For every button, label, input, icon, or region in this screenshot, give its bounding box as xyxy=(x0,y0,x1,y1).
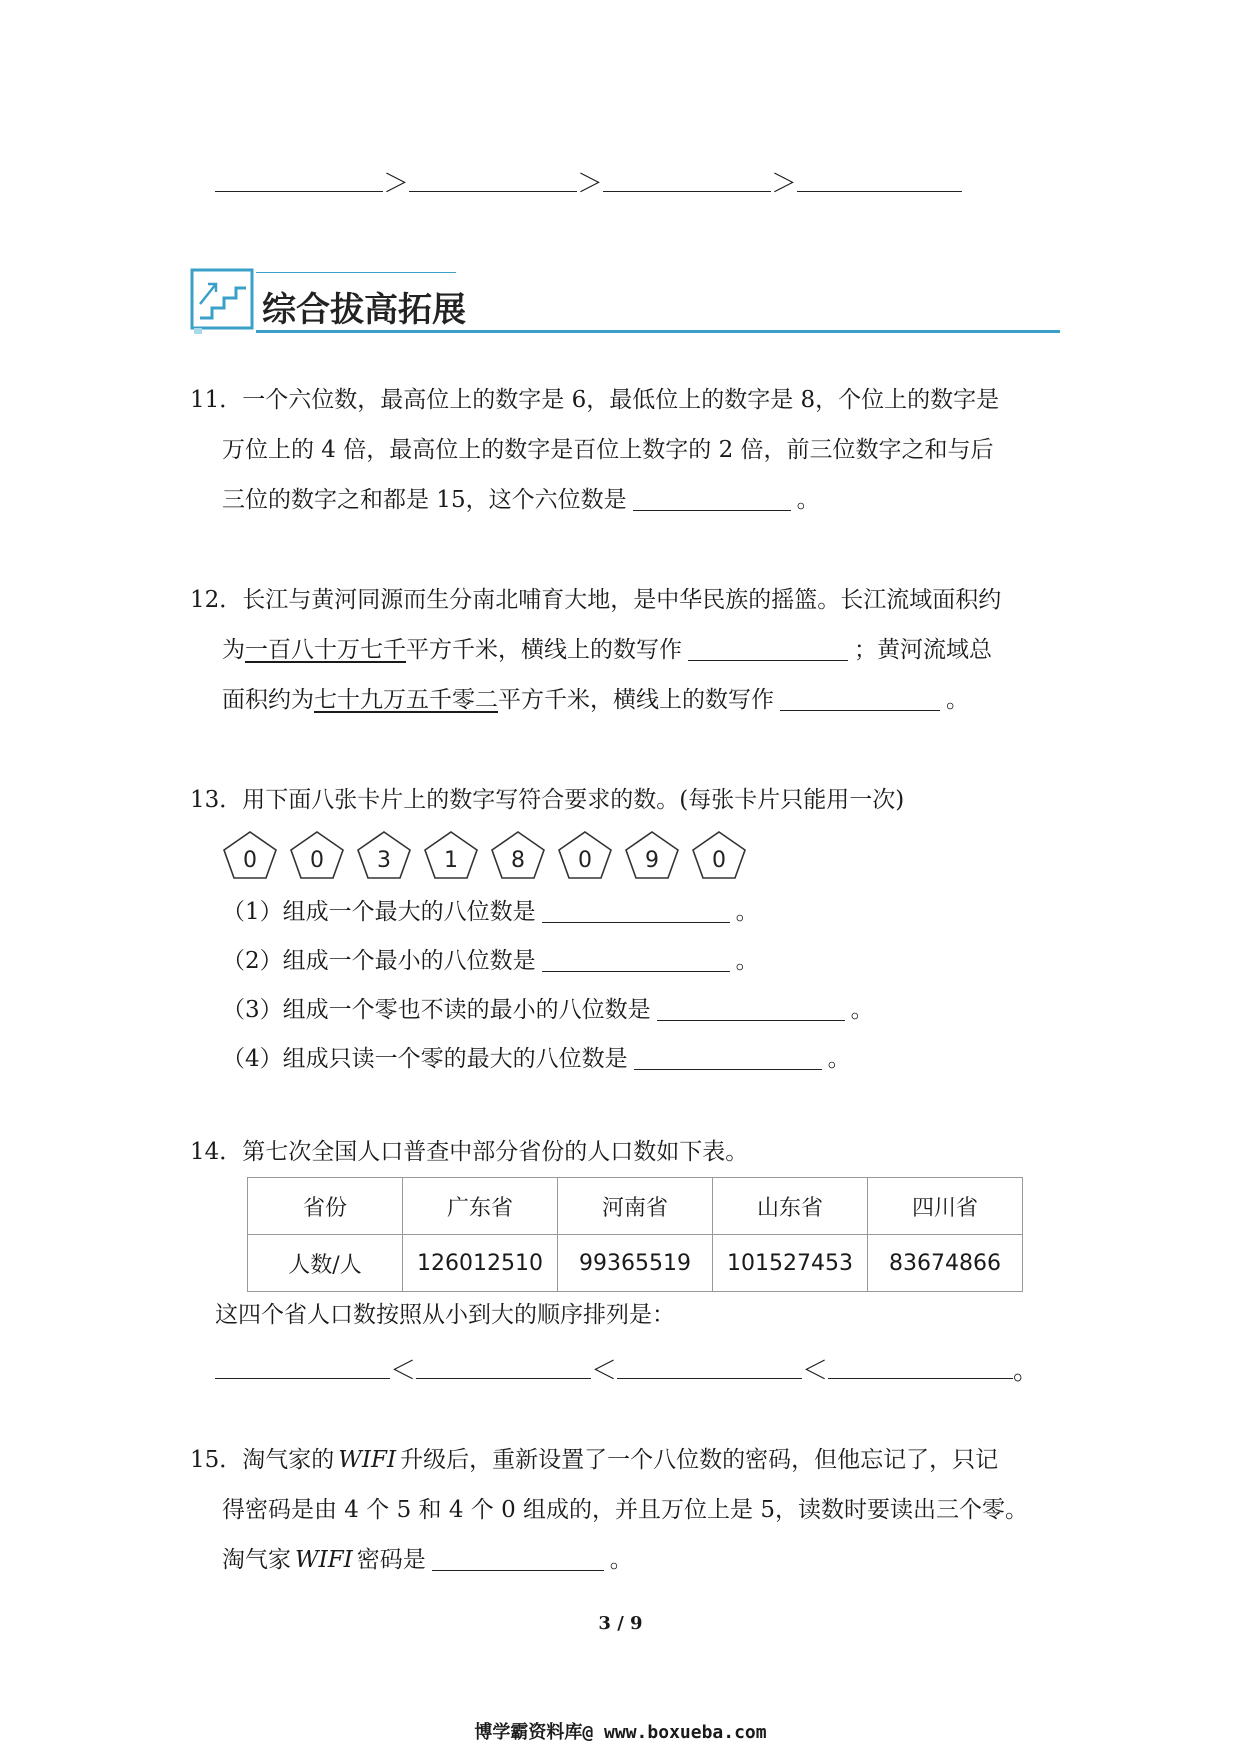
wifi-term: WIFI xyxy=(295,1547,353,1573)
pentagon-card xyxy=(490,830,546,880)
section-rule xyxy=(256,330,1060,333)
q14-prompt: 这四个省人口数按照从小到大的顺序排列是： xyxy=(215,1302,675,1328)
q13-part-text: （4）组成只读一个零的最大的八位数是 xyxy=(222,1046,628,1072)
pentagon-card xyxy=(624,830,680,880)
answer-blank[interactable] xyxy=(797,167,962,192)
period: 。 xyxy=(735,948,759,974)
lt-sign: ＜ xyxy=(591,1356,618,1386)
pentagon-card xyxy=(289,830,345,880)
section-top-rule xyxy=(256,272,456,273)
period: 。 xyxy=(609,1547,633,1573)
wifi-term: WIFI xyxy=(338,1447,397,1473)
table-cell: 101527453 xyxy=(713,1235,868,1292)
q13-part-1 xyxy=(222,897,759,927)
table-cell: 83674866 xyxy=(868,1235,1023,1292)
table-row-label: 人数/人 xyxy=(248,1235,403,1292)
pentagon-card xyxy=(222,830,278,880)
period: 。 xyxy=(827,1046,851,1072)
pentagon-card xyxy=(423,830,479,880)
ordering-row xyxy=(215,163,962,200)
q14-ordering-row xyxy=(215,1350,1039,1387)
q12-line3 xyxy=(222,685,969,715)
population-table xyxy=(247,1177,1023,1292)
q15-line2: 得密码是由 4 个 5 和 4 个 0 组成的，并且万位上是 5，读数时要读出三个零。 xyxy=(222,1497,1028,1523)
q13-answer-blank-4[interactable] xyxy=(634,1047,822,1070)
page-number: 3 / 9 xyxy=(598,1613,643,1634)
gt-sign: ＞ xyxy=(577,169,604,199)
q14-stem: 14．第七次全国人口普查中部分省份的人口数如下表。 xyxy=(190,1139,749,1165)
answer-blank[interactable] xyxy=(409,167,577,192)
table-row xyxy=(248,1235,1023,1292)
q13-answer-blank-2[interactable] xyxy=(542,949,730,972)
q15-answer-blank[interactable] xyxy=(432,1548,604,1571)
table-cell: 126012510 xyxy=(403,1235,558,1292)
table-header-cell: 广东省 xyxy=(403,1178,558,1235)
table-header-cell: 山东省 xyxy=(713,1178,868,1235)
card-digit: 0 xyxy=(578,848,592,873)
q13-part-text: （3）组成一个零也不读的最小的八位数是 xyxy=(222,997,651,1023)
q15-line1-pre: 15．淘气家的 xyxy=(190,1447,335,1473)
gt-sign: ＞ xyxy=(383,169,410,199)
q15-line1-post: 升级后，重新设置了一个八位数的密码，但他忘记了，只记 xyxy=(400,1447,999,1473)
card-digit: 0 xyxy=(310,848,324,873)
q12-line2-pre: 为 xyxy=(222,637,245,663)
answer-blank[interactable] xyxy=(215,167,383,192)
q13-part-4 xyxy=(222,1044,851,1074)
pentagon-card xyxy=(557,830,613,880)
answer-blank[interactable] xyxy=(828,1354,1013,1379)
card-digit: 0 xyxy=(243,848,257,873)
q12-underlined-number-2: 七十九万五千零二 xyxy=(314,687,498,713)
period: 。 xyxy=(850,997,874,1023)
period: 。 xyxy=(946,687,969,713)
answer-blank[interactable] xyxy=(617,1354,802,1379)
q15-line3 xyxy=(222,1545,633,1575)
card-digit: 0 xyxy=(712,848,726,873)
q12-answer-blank-2[interactable] xyxy=(780,688,940,711)
table-header-cell: 省份 xyxy=(248,1178,403,1235)
q13-stem: 13．用下面八张卡片上的数字写符合要求的数。(每张卡片只能用一次) xyxy=(190,787,905,813)
pentagon-card xyxy=(356,830,412,880)
period: 。 xyxy=(796,487,820,513)
q15-line1 xyxy=(190,1445,998,1475)
answer-blank[interactable] xyxy=(215,1354,390,1379)
card-digit: 1 xyxy=(444,848,458,873)
answer-blank[interactable] xyxy=(603,167,771,192)
lt-sign: ＜ xyxy=(802,1356,829,1386)
q12-line3-pre: 面积约为 xyxy=(222,687,314,713)
section-title: 综合拔高拓展 xyxy=(262,290,466,330)
table-cell: 99365519 xyxy=(558,1235,713,1292)
q13-answer-blank-3[interactable] xyxy=(657,998,845,1021)
q15-line3-post: 密码是 xyxy=(356,1547,426,1573)
q13-part-3 xyxy=(222,995,874,1025)
q11-line3-text: 三位的数字之和都是 15，这个六位数是 xyxy=(222,487,627,513)
source-footer: 博学霸资料库@ www.boxueba.com xyxy=(474,1722,767,1743)
q12-line1: 12．长江与黄河同源而生分南北哺育大地，是中华民族的摇篮。长江流域面积约 xyxy=(190,587,1002,613)
card-digit: 9 xyxy=(645,848,659,873)
q12-line2-mid: 平方千米，横线上的数写作 xyxy=(406,637,682,663)
q12-line2 xyxy=(222,635,992,665)
digit-cards xyxy=(222,830,758,884)
gt-sign: ＞ xyxy=(771,169,798,199)
table-header-row xyxy=(248,1178,1023,1235)
q13-part-text: （1）组成一个最大的八位数是 xyxy=(222,899,536,925)
q11-line3 xyxy=(222,485,820,515)
q15-line3-pre: 淘气家 xyxy=(222,1547,291,1573)
card-digit: 3 xyxy=(377,848,391,873)
q12-line2-end: ；黄河流域总 xyxy=(854,637,992,663)
lt-sign: ＜ xyxy=(390,1356,417,1386)
answer-blank[interactable] xyxy=(416,1354,591,1379)
card-digit: 8 xyxy=(511,848,525,873)
period: 。 xyxy=(1013,1356,1040,1386)
section-header xyxy=(190,268,1060,338)
q13-part-2 xyxy=(222,946,759,976)
q12-underlined-number-1: 一百八十万七千 xyxy=(245,637,406,663)
q13-answer-blank-1[interactable] xyxy=(542,900,730,923)
q11-line1: 11．一个六位数，最高位上的数字是 6，最低位上的数字是 8，个位上的数字是 xyxy=(190,387,1000,413)
q11-answer-blank[interactable] xyxy=(633,488,791,511)
q12-line3-mid: 平方千米，横线上的数写作 xyxy=(498,687,774,713)
period: 。 xyxy=(735,899,759,925)
q13-part-text: （2）组成一个最小的八位数是 xyxy=(222,948,536,974)
table-header-cell: 四川省 xyxy=(868,1178,1023,1235)
q11-line2: 万位上的 4 倍，最高位上的数字是百位上数字的 2 倍，前三位数字之和与后 xyxy=(222,437,994,463)
staircase-icon xyxy=(190,268,256,336)
pentagon-card xyxy=(691,830,747,880)
q12-answer-blank-1[interactable] xyxy=(688,638,848,661)
table-header-cell: 河南省 xyxy=(558,1178,713,1235)
